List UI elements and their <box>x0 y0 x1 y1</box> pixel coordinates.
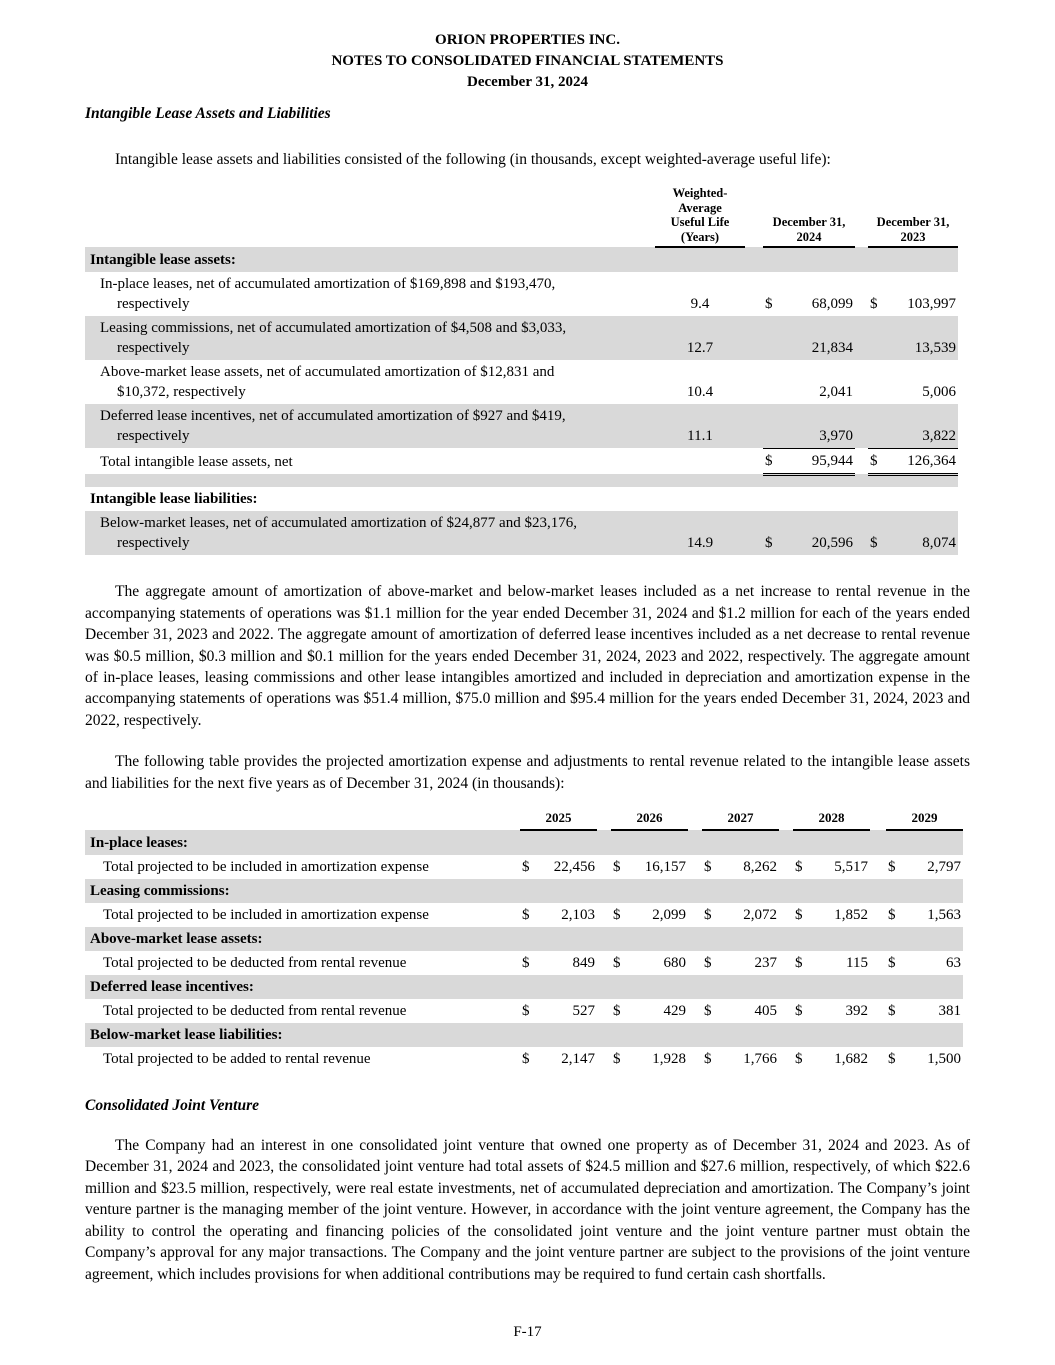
value-2025 <box>520 1047 597 1071</box>
amount: 2,103 <box>561 907 595 924</box>
value-2028 <box>793 1047 870 1071</box>
col-gap <box>688 1047 702 1071</box>
col-gap <box>855 511 868 555</box>
intangibles-intro-paragraph: Intangible lease assets and liabilities consisted of the following (in thousands, except weighted-average useful life): <box>115 151 831 168</box>
dollar-sign: $ <box>888 859 896 876</box>
row-label-line: respectively <box>117 428 190 445</box>
col-gap <box>870 951 886 975</box>
amount: 237 <box>754 955 777 972</box>
row-label <box>85 404 655 448</box>
row-label-line: Leasing commissions, net of accumulated amortization of $4,508 and $3,033, <box>100 320 567 337</box>
col-header-year-2028: 2028 <box>793 808 870 830</box>
col-gap <box>779 808 793 830</box>
amount: 429 <box>663 1003 686 1020</box>
intangibles-table-header-row <box>85 186 958 247</box>
value-2027 <box>702 999 779 1023</box>
col-gap <box>779 1047 793 1071</box>
assets-section-label: Intangible lease assets: <box>90 252 236 269</box>
amount: 20,596 <box>811 535 853 552</box>
row-section-below-market <box>85 1023 963 1047</box>
dollar-sign: $ <box>613 955 621 972</box>
col-gap <box>745 448 763 474</box>
value-2027 <box>702 951 779 975</box>
value-2024 <box>763 511 855 555</box>
amount: 1,852 <box>834 907 868 924</box>
row-below-market-projection <box>85 1047 963 1071</box>
col-gap <box>597 999 611 1023</box>
joint-venture-paragraph: The Company had an interest in one consolidated joint venture that owned one property as of December 31, 2024 and 2023. As of December 31, 2024 and 2023, the consolidated joint venture had total assets of $24.5 million and $27.6 million, respectively, of which $22.6 million and $23.5 million, respectively, were real estate investments, net of accumulated depreciation and amortization. The Company’s joint venture partner is the managing member of the joint venture. However, in accordance with the joint venture agreement, the Company has the ability to control the operating and financing policies of the consolidated joint venture and the joint venture partner must obtain the Company’s approval for any major transactions. The Company and the joint venture partner are subject to the provisions of the joint venture agreement, which includes provisions for when additional contributions may be required to fund certain cash shortfalls. <box>85 1137 970 1283</box>
dollar-sign: $ <box>888 1003 896 1020</box>
amount: 2,099 <box>652 907 686 924</box>
dollar-sign: $ <box>522 907 530 924</box>
amount: 8,262 <box>743 859 777 876</box>
value-2024: 3,970 <box>763 404 855 448</box>
col-gap <box>870 999 886 1023</box>
value-2029 <box>886 951 963 975</box>
col-header-empty <box>85 808 520 830</box>
row-liabilities-section-header <box>85 487 958 511</box>
col-gap <box>745 316 763 360</box>
row-label <box>85 511 655 555</box>
col-gap <box>597 855 611 879</box>
document-title: NOTES TO CONSOLIDATED FINANCIAL STATEMENTS <box>331 53 724 69</box>
dollar-sign: $ <box>613 907 621 924</box>
useful-life-value: 10.4 <box>686 384 714 401</box>
amount: 2,147 <box>561 1051 595 1068</box>
value-2023: 5,006 <box>922 384 956 401</box>
section-label: In-place leases: <box>90 835 188 852</box>
value-2026 <box>611 903 688 927</box>
dollar-sign: $ <box>522 859 530 876</box>
value-2027 <box>702 903 779 927</box>
value-2023 <box>868 272 958 316</box>
col-gap <box>745 511 763 555</box>
amount: 68,099 <box>811 296 853 313</box>
value-2025 <box>520 999 597 1023</box>
value-2025 <box>520 855 597 879</box>
company-name: ORION PROPERTIES INC. <box>435 32 620 48</box>
dollar-sign: $ <box>888 955 896 972</box>
amount: 126,364 <box>907 452 956 469</box>
col-gap <box>779 903 793 927</box>
col-gap <box>855 404 868 448</box>
row-label-line: $10,372, respectively <box>117 384 246 401</box>
row-section-leasing-commissions <box>85 879 963 903</box>
total-2024 <box>763 448 855 474</box>
col-header-dec-2023 <box>868 186 958 247</box>
value-2029 <box>886 855 963 879</box>
section-label: Below-market lease liabilities: <box>90 1027 283 1044</box>
amount: 527 <box>572 1003 595 1020</box>
liabilities-section-label: Intangible lease liabilities: <box>90 491 258 508</box>
dollar-sign: $ <box>795 907 803 924</box>
value-2028 <box>793 999 870 1023</box>
row-deferred-lease-incentives <box>85 404 958 448</box>
dollar-sign: $ <box>522 1003 530 1020</box>
col-header-dec-2024 <box>763 186 855 247</box>
row-section-in-place-leases <box>85 830 963 855</box>
col-gap <box>855 272 868 316</box>
amount: 63 <box>946 955 961 972</box>
col-header-line: December 31, <box>772 215 846 230</box>
value-2027 <box>702 1047 779 1071</box>
amount: 1,500 <box>927 1051 961 1068</box>
value-2025 <box>520 903 597 927</box>
row-label-line: respectively <box>117 535 190 552</box>
amount: 8,074 <box>922 535 956 552</box>
col-header-useful-life <box>655 186 745 247</box>
value-2028 <box>793 951 870 975</box>
col-header-line: 2023 <box>900 229 926 244</box>
joint-venture-section-heading: Consolidated Joint Venture <box>85 1097 259 1115</box>
amount: 95,944 <box>811 452 853 469</box>
amount: 103,997 <box>907 296 956 313</box>
value-2026 <box>611 951 688 975</box>
dollar-sign: $ <box>704 907 712 924</box>
row-label <box>85 360 655 404</box>
row-assets-section-header <box>85 247 958 272</box>
col-header-line: Average <box>678 200 722 215</box>
useful-life-value: 14.9 <box>686 535 714 552</box>
row-label: Total projected to be added to rental revenue <box>103 1051 371 1068</box>
row-leasing-commissions <box>85 316 958 360</box>
value-2023: 3,822 <box>868 404 958 448</box>
dollar-sign: $ <box>795 859 803 876</box>
col-gap <box>688 951 702 975</box>
value-2025 <box>520 951 597 975</box>
col-gap <box>870 855 886 879</box>
statement-date: December 31, 2024 <box>467 74 588 90</box>
amount: 16,157 <box>644 859 686 876</box>
dollar-sign: $ <box>870 535 878 552</box>
dollar-sign: $ <box>704 1003 712 1020</box>
dollar-sign: $ <box>888 907 896 924</box>
dollar-sign: $ <box>795 1051 803 1068</box>
value-2027 <box>702 855 779 879</box>
col-gap <box>870 1047 886 1071</box>
value-2028 <box>793 855 870 879</box>
col-gap <box>745 404 763 448</box>
useful-life-value: 9.4 <box>690 296 710 313</box>
dollar-sign: $ <box>613 1003 621 1020</box>
projection-table-header-row <box>85 808 963 830</box>
row-above-market-projection <box>85 951 963 975</box>
col-header-year-2025: 2025 <box>520 808 597 830</box>
col-gap <box>855 360 868 404</box>
dollar-sign: $ <box>704 859 712 876</box>
amount: 1,563 <box>927 907 961 924</box>
row-label: Total projected to be deducted from rental revenue <box>103 1003 407 1020</box>
intangibles-section-heading: Intangible Lease Assets and Liabilities <box>85 105 331 122</box>
amount: 680 <box>663 955 686 972</box>
intangibles-table <box>85 186 958 555</box>
col-gap <box>688 999 702 1023</box>
section-label: Above-market lease assets: <box>90 931 263 948</box>
col-header-year-2029: 2029 <box>886 808 963 830</box>
row-label-line: respectively <box>117 296 190 313</box>
value-2023 <box>868 511 958 555</box>
col-gap <box>688 808 702 830</box>
dollar-sign: $ <box>765 296 773 313</box>
amount: 115 <box>846 955 868 972</box>
row-section-above-market <box>85 927 963 951</box>
col-header-line: December 31, <box>876 215 950 230</box>
col-gap <box>655 448 745 474</box>
col-header-line: Useful Life <box>670 215 730 230</box>
amount: 1,682 <box>834 1051 868 1068</box>
page-number: F-17 <box>513 1324 542 1340</box>
row-above-market-lease-assets <box>85 360 958 404</box>
row-section-deferred-incentives <box>85 975 963 999</box>
value-2026 <box>611 855 688 879</box>
dollar-sign: $ <box>888 1051 896 1068</box>
col-header-year-2026: 2026 <box>611 808 688 830</box>
amount: 405 <box>754 1003 777 1020</box>
row-label-line: Deferred lease incentives, net of accumulated amortization of $927 and $419, <box>100 408 566 425</box>
amount: 392 <box>845 1003 868 1020</box>
total-2023 <box>868 448 958 474</box>
amount: 1,766 <box>743 1051 777 1068</box>
dollar-sign: $ <box>613 1051 621 1068</box>
amortization-paragraph: The aggregate amount of amortization of above-market and below-market leases included as a net increase to rental revenue in the accompanying statements of operations was $1.1 million for the year ended December 31, 2024 and $1.2 million for each of the years ended December 31, 2023 and 2022. The aggregate amount of amortization of deferred lease incentives included as a net decrease to rental revenue was $0.5 million, $0.3 million and $0.1 million for the years ended December 31, 2024, 2023 and 2022, respectively. The aggregate amount of in-place leases, leasing commissions and other lease intangibles amortized and included in depreciation and amortization expense in the accompanying statements of operations was $51.4 million, $75.0 million and $95.4 million for the years ended December 31, 2024, 2023 and 2022, respectively. <box>85 583 970 729</box>
col-gap <box>597 951 611 975</box>
col-gap <box>855 316 868 360</box>
amount: 2,072 <box>743 907 777 924</box>
col-gap <box>745 186 763 247</box>
amount: 5,517 <box>834 859 868 876</box>
row-label <box>85 316 655 360</box>
value-2026 <box>611 999 688 1023</box>
dollar-sign: $ <box>795 1003 803 1020</box>
dollar-sign: $ <box>522 1051 530 1068</box>
section-label: Leasing commissions: <box>90 883 230 900</box>
projection-intro-paragraph: The following table provides the projected amortization expense and adjustments to rental revenue related to the intangible lease assets and liabilities for the next five years as of December 31, 2024 (in thousands): <box>85 753 970 792</box>
value-2024: 21,834 <box>811 340 853 357</box>
col-gap <box>745 360 763 404</box>
dollar-sign: $ <box>765 452 773 469</box>
value-2024: 2,041 <box>819 384 853 401</box>
col-header-line: 2024 <box>796 229 822 244</box>
value-2029 <box>886 903 963 927</box>
row-in-place-leases <box>85 272 958 316</box>
col-header-line: Weighted- <box>672 186 728 201</box>
value-2028 <box>793 903 870 927</box>
col-gap <box>597 903 611 927</box>
col-gap <box>870 903 886 927</box>
row-leasing-commissions-projection <box>85 903 963 927</box>
col-gap <box>597 808 611 830</box>
row-label: Total projected to be deducted from rental revenue <box>103 955 407 972</box>
row-deferred-incentives-projection <box>85 999 963 1023</box>
dollar-sign: $ <box>870 452 878 469</box>
projection-table <box>85 808 963 1071</box>
col-gap <box>779 855 793 879</box>
value-2029 <box>886 999 963 1023</box>
col-header-year-2027: 2027 <box>702 808 779 830</box>
row-label: Total projected to be included in amortization expense <box>103 859 429 876</box>
col-gap <box>779 951 793 975</box>
row-label-line: respectively <box>117 340 190 357</box>
col-header-empty <box>85 186 655 247</box>
col-header-line: (Years) <box>680 229 720 244</box>
value-2026 <box>611 1047 688 1071</box>
section-label: Deferred lease incentives: <box>90 979 254 996</box>
spacer-row <box>85 474 958 487</box>
amount: 849 <box>572 955 595 972</box>
dollar-sign: $ <box>795 955 803 972</box>
value-2029 <box>886 1047 963 1071</box>
amount: 2,797 <box>927 859 961 876</box>
dollar-sign: $ <box>704 1051 712 1068</box>
useful-life-value: 12.7 <box>686 340 714 357</box>
col-gap <box>779 999 793 1023</box>
spacer-cell <box>85 474 958 487</box>
amount: 22,456 <box>553 859 595 876</box>
dollar-sign: $ <box>522 955 530 972</box>
row-below-market-leases <box>85 511 958 555</box>
col-gap <box>745 272 763 316</box>
useful-life-value: 11.1 <box>687 428 713 445</box>
dollar-sign: $ <box>704 955 712 972</box>
amount: 381 <box>938 1003 961 1020</box>
amount: 1,928 <box>652 1051 686 1068</box>
value-2023: 13,539 <box>914 340 956 357</box>
row-label-line: Above-market lease assets, net of accumulated amortization of $12,831 and <box>100 364 555 381</box>
row-label-line: Total intangible lease assets, net <box>100 454 293 471</box>
row-label-line: In-place leases, net of accumulated amortization of $169,898 and $193,470, <box>100 276 556 293</box>
row-total-intangible-assets <box>85 448 958 474</box>
row-in-place-projection <box>85 855 963 879</box>
col-gap <box>597 1047 611 1071</box>
value-2024 <box>763 272 855 316</box>
row-label <box>85 272 655 316</box>
dollar-sign: $ <box>765 535 773 552</box>
row-label-line: Below-market leases, net of accumulated amortization of $24,877 and $23,176, <box>100 515 577 532</box>
row-label: Total projected to be included in amortization expense <box>103 907 429 924</box>
dollar-sign: $ <box>870 296 878 313</box>
col-gap <box>870 808 886 830</box>
col-gap <box>855 186 868 247</box>
document-header <box>85 30 970 93</box>
col-gap <box>855 448 868 474</box>
dollar-sign: $ <box>613 859 621 876</box>
row-label <box>85 448 655 474</box>
col-gap <box>688 903 702 927</box>
col-gap <box>688 855 702 879</box>
